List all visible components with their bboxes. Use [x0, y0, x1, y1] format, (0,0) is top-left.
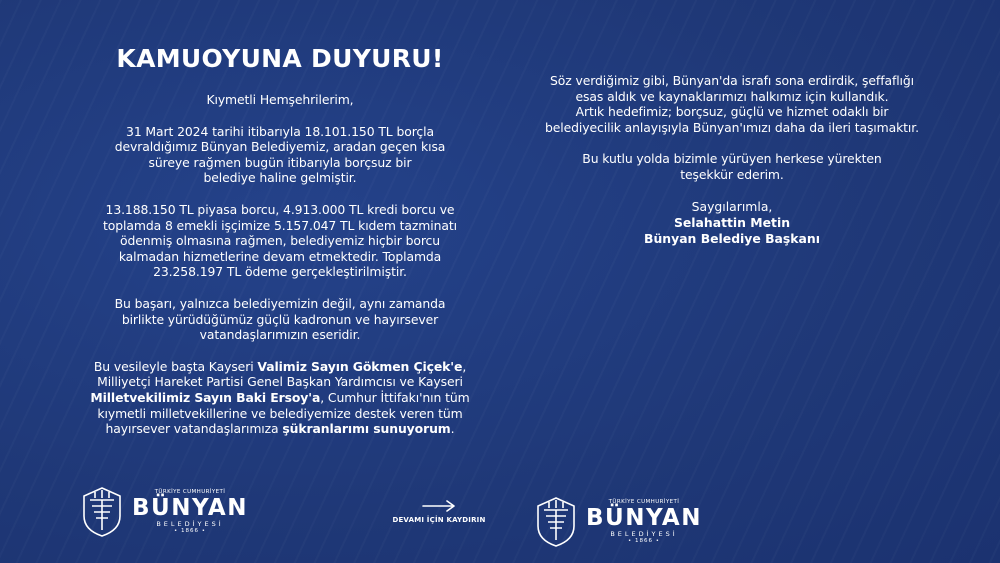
right-column	[500, 73, 964, 247]
closing-text: Saygılarımla,	[691, 198, 773, 214]
logo-name: BÜNYAN	[586, 505, 702, 531]
left-column	[70, 44, 490, 453]
announcement-title: KAMUOYUNA DUYURU!	[116, 44, 444, 73]
signer-name: Selahattin Metin	[673, 214, 791, 230]
municipality-logo-left	[80, 486, 248, 538]
arrow-right-icon	[422, 500, 456, 512]
swipe-hint	[384, 500, 494, 524]
logo-subtitle: BELEDİYESİ	[610, 530, 678, 538]
logo-country: TÜRKİYE CUMHURİYETİ	[608, 499, 680, 505]
logo-year: • 1866 •	[627, 538, 660, 544]
thanks-mp: Milletvekilimiz Sayın Baki Ersoy'a	[90, 389, 321, 405]
municipality-emblem-icon	[80, 486, 124, 538]
logo-name: BÜNYAN	[132, 495, 248, 521]
logo-country: TÜRKİYE CUMHURİYETİ	[154, 489, 226, 495]
paragraph-goals: Söz verdiğimiz gibi, Bünyan'da israfı sona erdirdik, şeffaflığı esas aldık ve kaynaklarımızı halkımız için kullandık. Artık hedefimiz; borçsuz, güçlü ve hizmet odaklı bir belediyecilik anlayışıyla Bünyan'ımızı daha da ileri taşımaktır.	[545, 73, 919, 135]
municipality-emblem-icon	[534, 496, 578, 548]
signer-title: Bünyan Belediye Başkanı	[644, 230, 820, 246]
thanks-gratitude: şükranlarımı sunuyorum	[282, 421, 451, 437]
thanks-text-e: , Cumhur İttifakı'nın tüm kıymetli milletvekillerine ve belediyemize destek veren tüm hayırsever vatandaşlarımıza	[97, 389, 470, 437]
thanks-text-a: Bu vesileyle başta Kayseri	[93, 358, 258, 374]
paragraph-success: Bu başarı, yalnızca belediyemizin değil, aynı zamanda birlikte yürüdüğümüz güçlü kadronun ve hayırsever vatandaşlarımızın eseridir.	[114, 295, 446, 343]
paragraph-payments: 13.188.150 TL piyasa borcu, 4.913.000 TL kredi borcu ve toplamda 8 emekli işçimize 5.157.047 TL kıdem tazminatı ödenmiş olmasına rağmen, belediyemiz hiçbir borcu kalmadan hizmetlerine devam etmektedir. Toplamda 23.258.197 TL ödeme gerçekleştirilmiştir.	[103, 201, 457, 280]
swipe-label: DEVAMI İÇİN KAYDIRIN	[392, 516, 486, 524]
thanks-governor: Valimiz Sayın Gökmen Çiçek'e	[257, 358, 463, 374]
logo-year: • 1866 •	[173, 528, 206, 534]
paragraph-gratitude: Bu kutlu yolda bizimle yürüyen herkese yürekten teşekkür ederim.	[582, 151, 882, 182]
thanks-text-g: .	[450, 421, 455, 437]
paragraph-debt-status: 31 Mart 2024 tarihi itibarıyla 18.101.150 TL borçla devraldığımız Bünyan Belediyemiz, aradan geçen kısa süreye rağmen bugün itibarıyla borçsuz bir belediye haline gelmiştir.	[114, 123, 446, 186]
greeting: Kıymetli Hemşehrilerim,	[206, 92, 354, 107]
logo-subtitle: BELEDİYESİ	[156, 520, 224, 528]
paragraph-thanks	[70, 359, 490, 437]
signature-block	[500, 199, 964, 247]
thanks-text-c: , Milliyetçi Hareket Partisi Genel Başkan Yardımcısı ve Kayseri	[97, 358, 467, 390]
municipality-logo-right	[534, 496, 702, 548]
